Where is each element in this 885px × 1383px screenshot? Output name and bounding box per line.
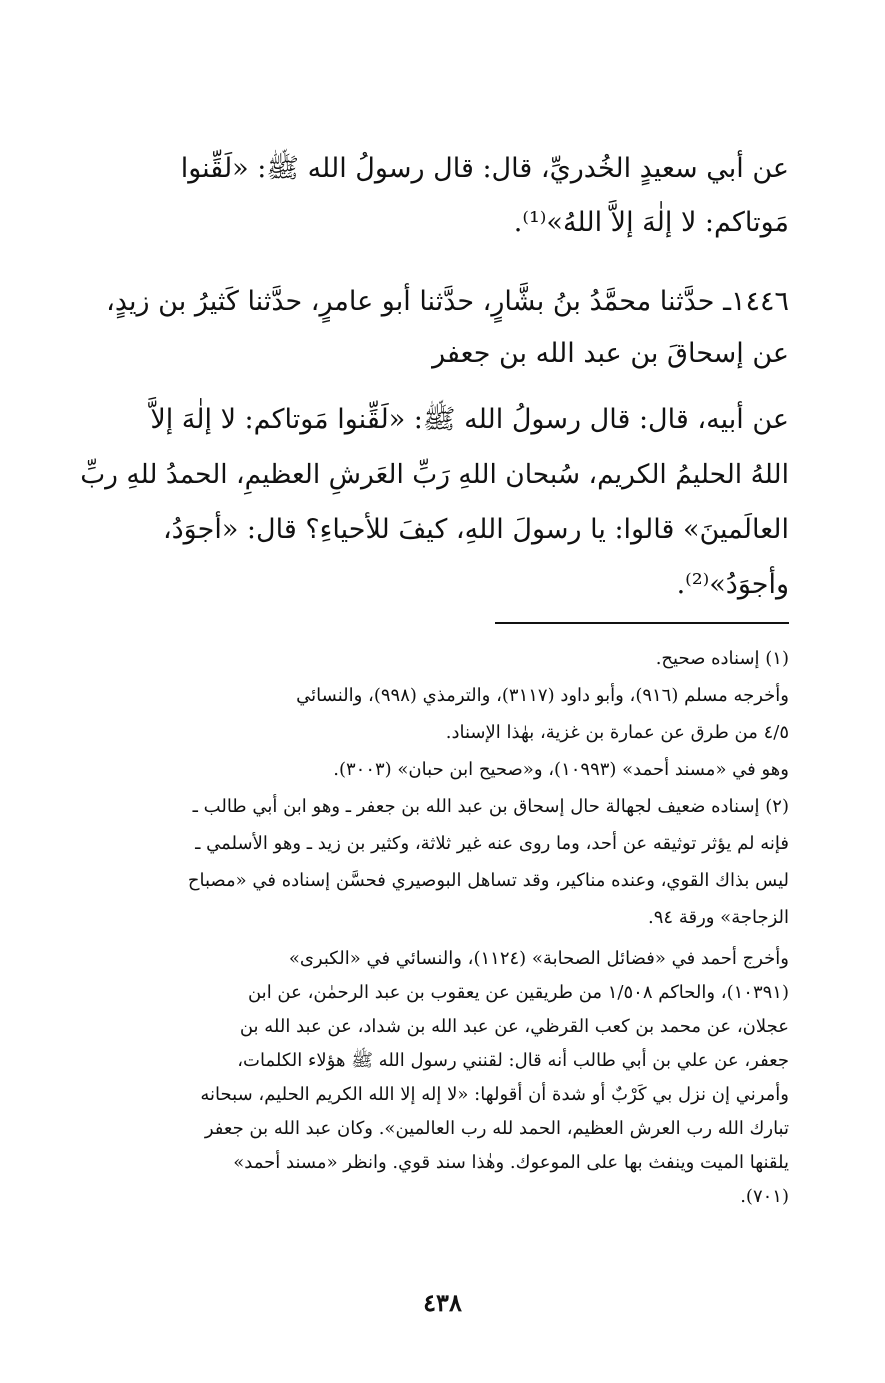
footnote-line: (٢) إسناده ضعيف لجهالة حال إسحاق بن عبد الله بن جعفر ـ وهو ابن أبي طالب ـ <box>192 796 789 817</box>
footnote-line: تبارك الله رب العرش العظيم، الحمد لله رب العالمين». وكان عبد الله بن جعفر <box>204 1118 789 1139</box>
footnote-line: يلقنها الميت وينفث بها على الموعوك. وهٰذا سند قوي. وانظر «مسند أحمد» <box>233 1152 789 1173</box>
footnote-line: الزجاجة» ورقة ٩٤. <box>648 907 789 928</box>
footnote-line: وأمرني إن نزل بي كَرْبٌ أو شدة أن أقولها: «لا إله إلا الله الكريم الحليم، سبحانه <box>200 1084 789 1105</box>
footnote-line: جعفر، عن علي بن أبي طالب أنه قال: لقنني رسول الله ﷺ هؤلاء الكلمات، <box>237 1050 789 1071</box>
text-line: ١٤٤٦ـ حدَّثنا محمَّدُ بنُ بشَّارٍ، حدَّثنا أبو عامرٍ، حدَّثنا كَثيرُ بن زيدٍ، <box>106 286 789 317</box>
footnote-line: وأخرجه مسلم (٩١٦)، وأبو داود (٣١١٧)، والترمذي (٩٩٨)، والنسائي <box>296 685 789 706</box>
hadith-isnad-1446 <box>76 276 789 380</box>
footnotes-part-2 <box>76 942 789 1214</box>
page-number: ٤٣٨ <box>423 1288 462 1317</box>
hadith-text-2 <box>76 392 789 612</box>
footnote-line: عجلان، عن محمد بن كعب القرظي، عن عبد الله بن شداد، عن عبد الله بن <box>239 1016 789 1037</box>
footnotes-part-1 <box>76 640 789 936</box>
footnote-line: (٧٠١). <box>740 1186 789 1207</box>
text-line: وأجوَدُ»⁽²⁾. <box>676 569 789 600</box>
text-line: العالَمينَ» قالوا: يا رسولَ اللهِ، كيفَ للأحياءِ؟ قال: «أجوَدُ، <box>162 514 789 545</box>
footnote-divider <box>495 622 789 624</box>
footnote-line: ليس بذاك القوي، وعنده مناكير، وقد تساهل البوصيري فحسَّن إسناده في «مصباح <box>187 870 789 891</box>
footnote-line: (١٠٣٩١)، والحاكم ١/٥٠٨ من طريقين عن يعقوب بن عبد الرحمٰن، عن ابن <box>247 982 789 1003</box>
footnote-line: وهو في «مسند أحمد» (١٠٩٩٣)، و«صحيح ابن حبان» (٣٠٠٣). <box>333 759 789 780</box>
text-line: عن إسحاقَ بن عبد الله بن جعفر <box>432 338 789 369</box>
footnote-line: (١) إسناده صحيح. <box>655 648 789 669</box>
text-line: مَوتاكم: لا إلٰهَ إلاَّ اللهُ»⁽¹⁾. <box>513 207 789 238</box>
footnote-line: فإنه لم يؤثر توثيقه عن أحد، وما روى عنه غير ثلاثة، وكثير بن زيد ـ وهو الأسلمي ـ <box>195 833 789 854</box>
hadith-text-1 <box>76 142 789 250</box>
text-line: عن أبي سعيدٍ الخُدريِّ، قال: قال رسولُ الله ﷺ: «لَقِّنوا <box>180 153 789 184</box>
footnote-line: وأخرج أحمد في «فضائل الصحابة» (١١٢٤)، والنسائي في «الكبرى» <box>288 948 789 969</box>
footnotes <box>76 640 789 1214</box>
text-line: اللهُ الحليمُ الكريم، سُبحان اللهِ رَبِّ العَرشِ العظيمِ، الحمدُ للهِ ربِّ <box>80 459 789 490</box>
text-line: عن أبيه، قال: قال رسولُ الله ﷺ: «لَقِّنوا مَوتاكم: لا إلٰهَ إلاَّ <box>150 404 789 435</box>
footnote-line: ٤/٥ من طرق عن عمارة بن غزية، بهٰذا الإسناد. <box>445 722 789 743</box>
